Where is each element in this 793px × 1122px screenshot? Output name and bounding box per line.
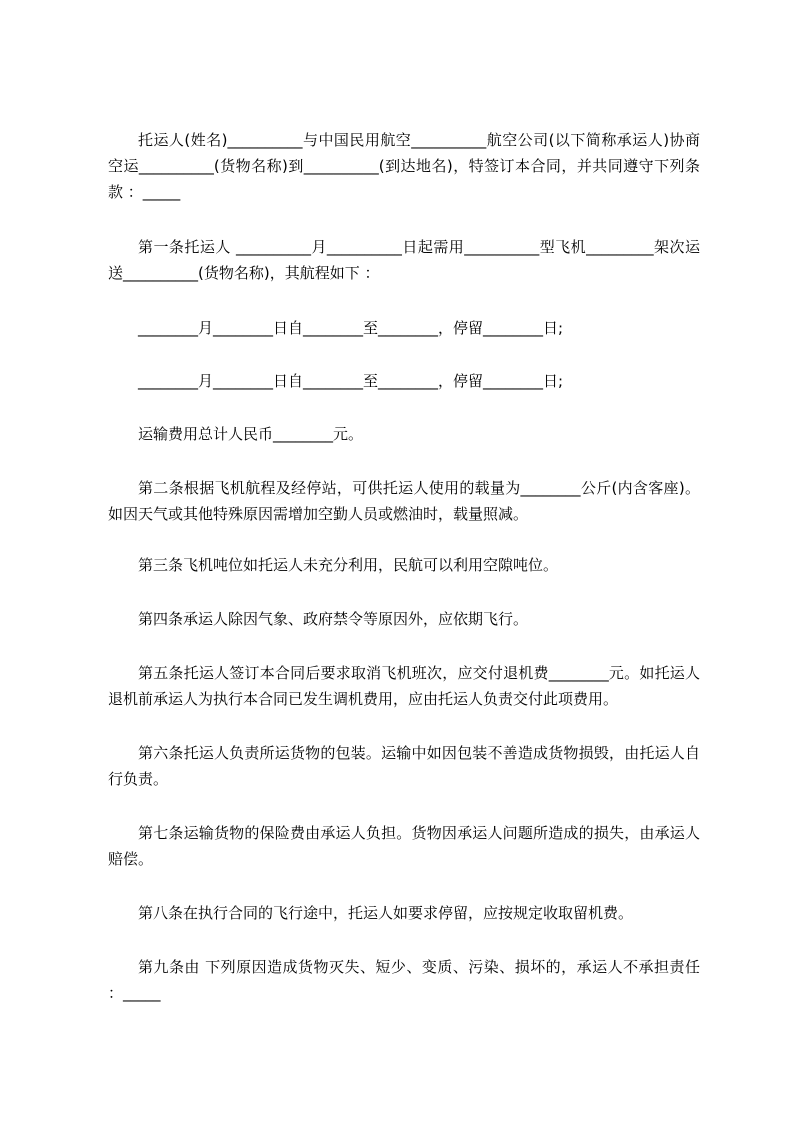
article-2-paragraph: 第二条根据飞机航程及经停站，可供托运人使用的载量为________公斤(内含客座)。如因天气或其他特殊原因需增加空勤人员或燃油时，载量照减。 (108, 479, 700, 523)
article-1-paragraph: 第一条托运人 __________月__________日起需用__________型飞机_________架次运送__________(货物名称)，其航程如下 ： (108, 238, 700, 282)
flight-leg-line-1: ________月________日自________至________，停留________日; (138, 319, 564, 337)
flight-leg-line-2: ________月________日自________至________，停留________日; (138, 372, 564, 390)
article-4-paragraph: 第四条承运人除因气象、政府禁令等原因外，应依期飞行。 (138, 610, 529, 628)
article-7-paragraph: 第七条运输货物的保险费由承运人负担。货物因承运人问题所造成的损失，由承运人赔偿。 (108, 824, 700, 868)
freight-cost-line: 运输费用总计人民币________元。 (138, 425, 364, 443)
article-8-paragraph: 第八条在执行合同的飞行途中，托运人如要求停留，应按规定收取留机费。 (138, 904, 634, 922)
article-6-paragraph: 第六条托运人负责所运货物的包装。运输中如因包装不善造成货物损毁，由托运人自行负责。 (108, 744, 700, 788)
article-3-paragraph: 第三条飞机吨位如托运人未充分利用，民航可以利用空隙吨位。 (138, 556, 559, 574)
intro-paragraph: 托运人(姓名)__________与中国民用航空__________航空公司(以下简称承运人)协商空运__________(货物名称)到__________(到达地名)，特签订本合同，并共同遵守下列条款 ：_____ (108, 131, 700, 201)
article-9-paragraph: 第九条由 下列原因造成货物灭失、短少、变质、污染、损坏的，承运人不承担责任 ：_____ (108, 958, 700, 1002)
article-5-paragraph: 第五条托运人签订本合同后要求取消飞机班次，应交付退机费________元。如托运人退机前承运人为执行本合同已发生调机费用，应由托运人负责交付此项费用。 (108, 664, 700, 708)
